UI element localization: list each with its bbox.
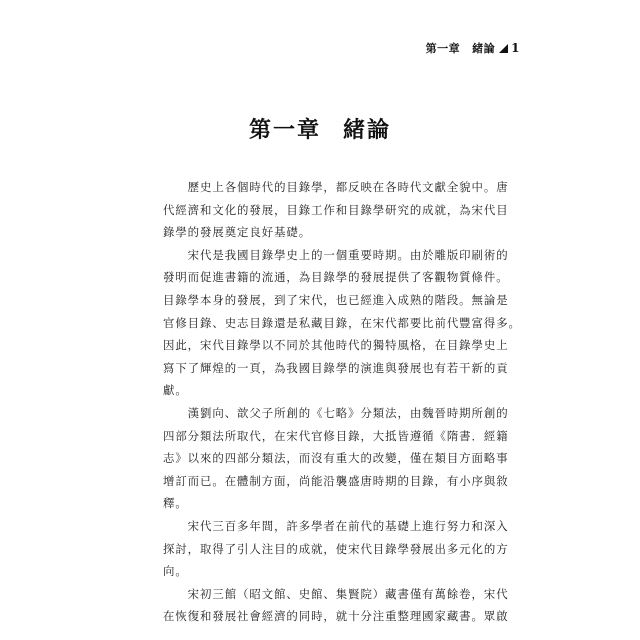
text-line: 增訂而已。在體制方面，尚能沿襲盛唐時期的目錄，有小序與敘	[163, 473, 509, 488]
text-line: 因此，宋代目錄學以不同於其他時代的獨特風格，在目錄學史上	[163, 338, 509, 353]
text-line: 錄學的發展奠定良好基礎。	[163, 225, 312, 240]
text-line: 四部分類法所取代，在宋代官修目錄，大抵皆遵循《隋書．經籍	[163, 428, 509, 443]
chapter-title-title: 緒論	[343, 117, 392, 143]
text-line: 發明而促進書籍的流通，為目錄學的發展提供了客觀物質條件。	[163, 270, 509, 285]
page-number: 1	[511, 41, 520, 55]
chapter-title	[0, 113, 640, 144]
text-line: 寫下了輝煌的一頁，為我國目錄學的演進與發展也有若干新的貢	[163, 360, 509, 375]
running-head-title: 緒論	[472, 42, 496, 55]
running-head-chapter: 第一章	[425, 42, 461, 55]
text-line: 宋代三百多年間，許多學者在前代的基礎上進行努力和深入	[163, 518, 509, 533]
triangle-icon	[499, 44, 508, 53]
text-line: 代經濟和文化的發展，目錄工作和目錄學研究的成就，為宋代目	[163, 202, 509, 217]
text-line: 目錄學本身的發展，到了宋代，也已經進入成熟的階段。無論是	[163, 292, 509, 307]
text-line: 漢劉向、歆父子所創的《七略》分類法，由魏晉時期所創的	[163, 405, 509, 420]
text-line: 釋。	[163, 496, 188, 511]
text-line: 志》以來的四部分類法，而沒有重大的改變，僅在類目方面略事	[163, 451, 509, 466]
text-line: 向。	[163, 564, 188, 579]
text-line: 宋初三館（昭文館、史館、集賢院）藏書僅有萬餘卷，宋代	[163, 586, 509, 601]
text-line: 宋代是我國目錄學史上的一個重要時期。由於雕版印刷術的	[163, 247, 509, 262]
text-line: 官修目錄、史志目錄還是私藏目錄，在宋代都要比前代豐富得多。	[163, 315, 521, 330]
text-line: 獻。	[163, 383, 188, 398]
text-line: 探討，取得了引人注目的成就，使宋代目錄學發展出多元化的方	[163, 541, 509, 556]
text-line: 在恢復和發展社會經濟的同時，就十分注重整理國家藏書。眾啟	[163, 609, 509, 624]
body-text	[163, 176, 521, 628]
text-line: 歷史上各個時代的目錄學，都反映在各時代文獻全貌中。唐	[163, 180, 509, 194]
running-head	[426, 40, 520, 56]
chapter-title-chapter: 第一章	[248, 117, 321, 143]
